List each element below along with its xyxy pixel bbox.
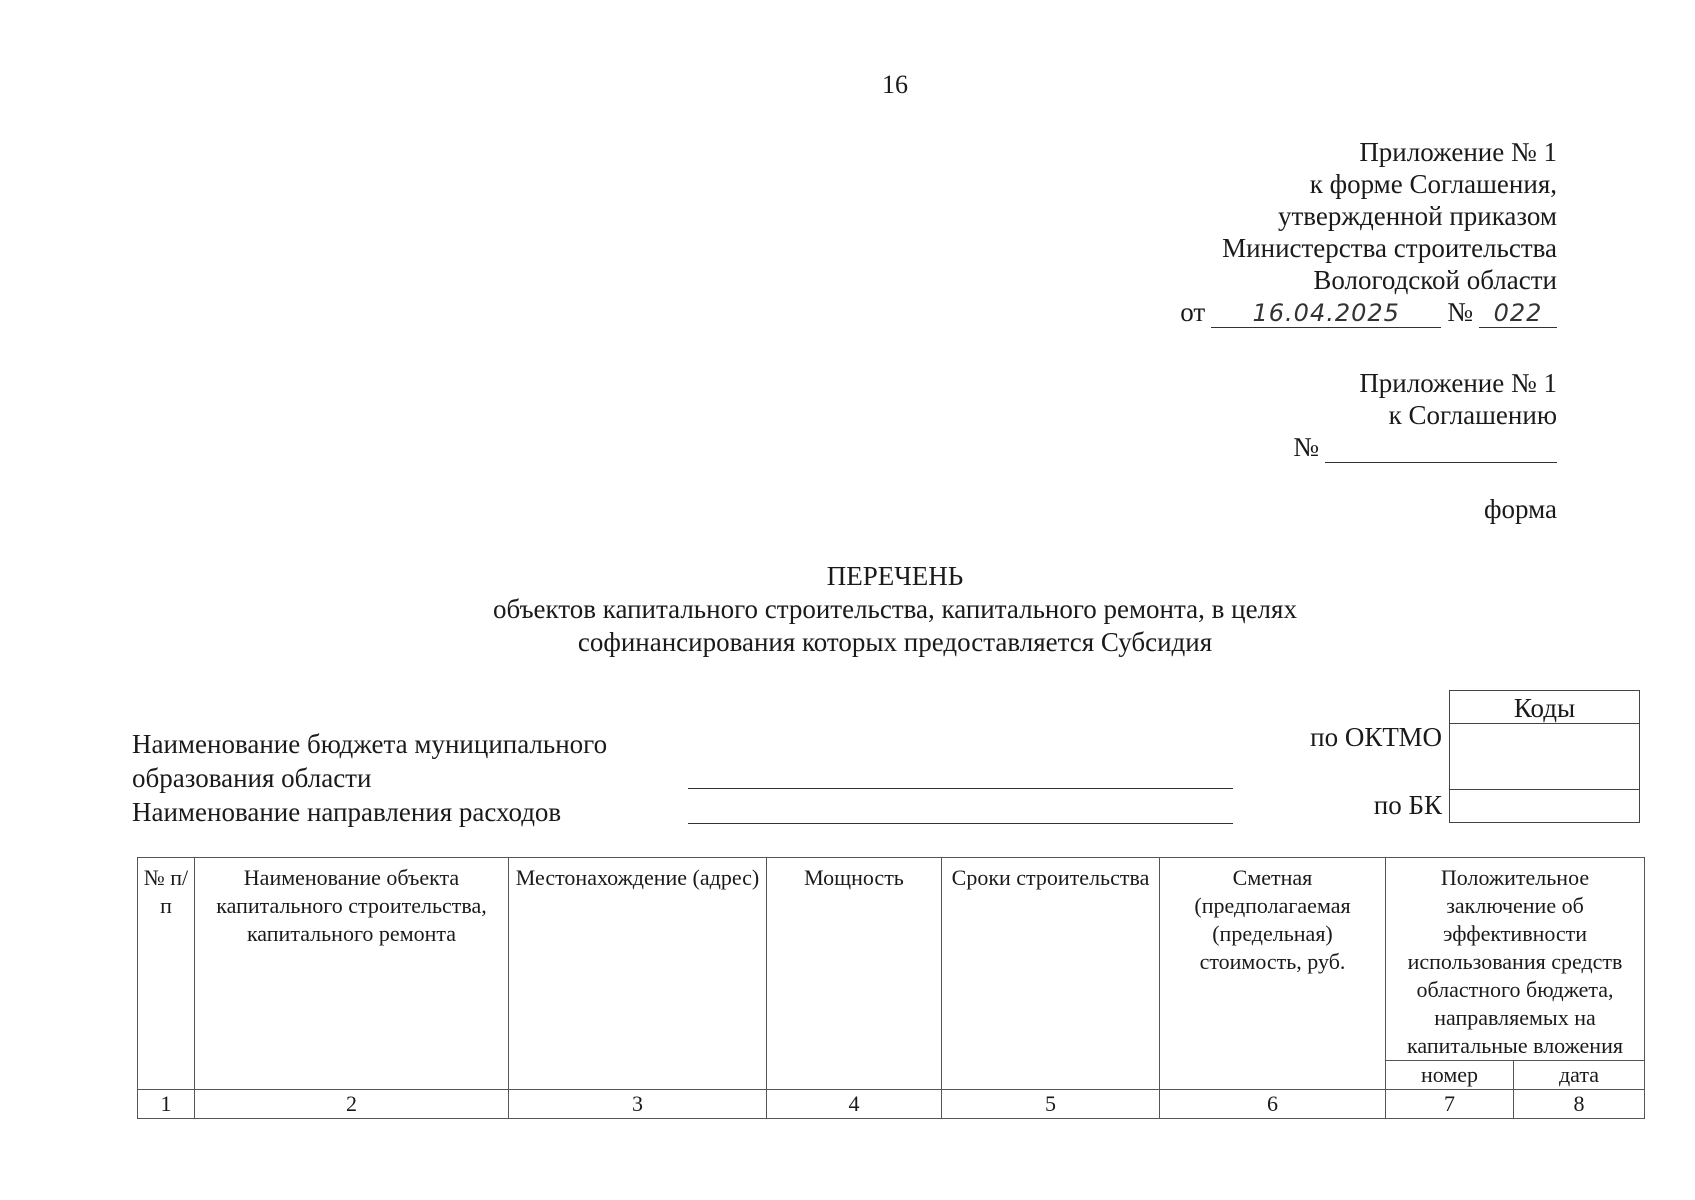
document-title bbox=[0, 560, 1695, 659]
direction-label: Наименование направления расходов bbox=[132, 797, 562, 827]
column-number-cell: 3 bbox=[509, 1090, 767, 1119]
column-number-cell: 5 bbox=[942, 1090, 1160, 1119]
column-number-cell: 4 bbox=[767, 1090, 942, 1119]
appendix-line: к Соглашению bbox=[1388, 400, 1557, 430]
bk-label: по БК bbox=[1373, 790, 1442, 820]
page-number: 16 bbox=[882, 70, 908, 99]
form-label: форма bbox=[1484, 494, 1557, 524]
column-number-cell: 1 bbox=[138, 1090, 195, 1119]
agreement-number-prefix: № bbox=[1293, 432, 1319, 462]
header-cell-object-name: Наименование объекта капитального строительства, капитального ремонта bbox=[195, 858, 509, 1090]
budget-label-line: Наименование бюджета муниципального bbox=[132, 729, 608, 759]
approval-number-field[interactable]: 022 bbox=[1479, 299, 1557, 328]
column-number-cell: 8 bbox=[1514, 1090, 1645, 1119]
oktmo-code-field[interactable] bbox=[1450, 724, 1639, 790]
agreement-number-row bbox=[1293, 431, 1557, 463]
number-prefix: № bbox=[1447, 297, 1473, 327]
codes-box bbox=[1449, 690, 1640, 823]
subheader-cell-date: дата bbox=[1514, 1061, 1645, 1090]
bk-code-field[interactable] bbox=[1450, 790, 1639, 822]
oktmo-label: по ОКТМО bbox=[1310, 722, 1442, 752]
approval-line: к форме Соглашения, bbox=[1309, 169, 1557, 199]
approval-line: Министерства строительства bbox=[1222, 233, 1557, 263]
approval-line: Приложение № 1 bbox=[1359, 137, 1557, 167]
approval-line: Вологодской области bbox=[1313, 265, 1557, 295]
approval-line: утвержденной приказом bbox=[1277, 201, 1557, 231]
column-number-cell: 2 bbox=[195, 1090, 509, 1119]
appendix-block bbox=[1293, 367, 1557, 463]
agreement-number-field[interactable] bbox=[1325, 434, 1557, 463]
header-cell-construction-period: Сроки строительства bbox=[942, 858, 1160, 1090]
table-header-row bbox=[138, 858, 1645, 1061]
approval-date-field[interactable]: 16.04.2025 bbox=[1211, 299, 1441, 328]
date-prefix: от bbox=[1180, 297, 1206, 327]
header-cell-estimated-cost: Сметная (предполагаемая (предельная) стоимость, руб. bbox=[1160, 858, 1386, 1090]
subheader-cell-number: номер bbox=[1386, 1061, 1514, 1090]
header-cell-number: № п/п bbox=[138, 858, 195, 1090]
approval-block bbox=[1180, 136, 1557, 328]
title-subtitle-line: объектов капитального строительства, капитального ремонта, в целях bbox=[493, 594, 1297, 624]
title-subtitle-line: софинансирования которых предоставляется Субсидия bbox=[577, 627, 1213, 657]
approval-date-row bbox=[1180, 296, 1557, 328]
direction-field[interactable] bbox=[688, 823, 1233, 824]
budget-name-field[interactable] bbox=[688, 788, 1233, 789]
column-number-row bbox=[138, 1090, 1645, 1119]
budget-label-line: образования области bbox=[132, 763, 372, 793]
title-main: ПЕРЕЧЕНЬ bbox=[826, 561, 964, 591]
header-cell-conclusion: Положительное заключение об эффективности использования средств областного бюджета, направляемых на капитальные вложения bbox=[1386, 858, 1645, 1061]
column-number-cell: 6 bbox=[1160, 1090, 1386, 1119]
codes-header: Коды bbox=[1450, 691, 1639, 724]
header-cell-location: Местонахождение (адрес) bbox=[509, 858, 767, 1090]
budget-name-label bbox=[132, 727, 607, 795]
appendix-line: Приложение № 1 bbox=[1359, 368, 1557, 398]
column-number-cell: 7 bbox=[1386, 1090, 1514, 1119]
objects-table bbox=[137, 857, 1645, 1119]
header-cell-capacity: Мощность bbox=[767, 858, 942, 1090]
